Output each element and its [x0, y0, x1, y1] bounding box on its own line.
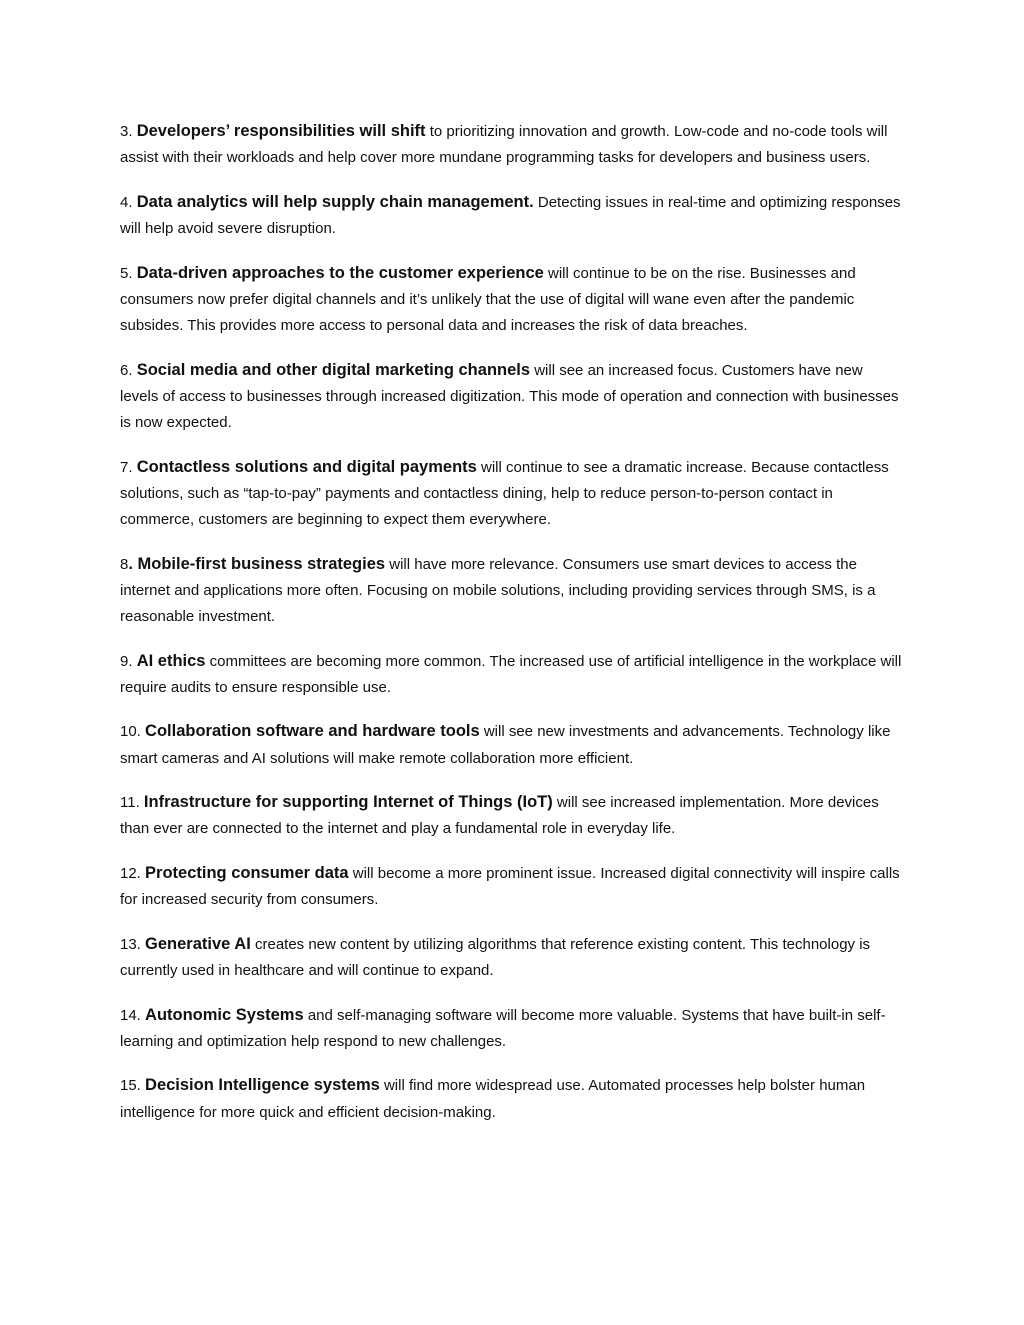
item-number: 5.: [120, 264, 133, 282]
list-item: [120, 1002, 902, 1055]
item-heading: . Mobile-first business strategies: [128, 554, 386, 573]
item-number: 4.: [120, 193, 133, 211]
item-heading: Social media and other digital marketing channels: [136, 360, 531, 379]
item-heading: Decision Intelligence systems: [145, 1076, 380, 1095]
item-text: will have more relevance. Consumers use smart devices to access the internet and applications more often. Focusing on mobile solutions, including providing services through SMS, is a reasonable investment.: [120, 555, 876, 625]
item-number: 3.: [120, 123, 133, 140]
list-item: [120, 551, 902, 631]
list-item: [120, 648, 902, 701]
list-item: [120, 189, 902, 242]
item-number: 13.: [120, 935, 141, 953]
item-text: to prioritizing innovation and growth. Low-code and no-code tools will assist with their workloads and help cover more mundane programming tasks for developers and business users.: [120, 123, 888, 167]
list-item: [120, 931, 902, 984]
list-item: [120, 454, 902, 534]
item-text: will see new investments and advancements. Technology like smart cameras and AI solutions will make remote collaboration more efficient.: [120, 723, 891, 767]
item-number: 7.: [120, 458, 133, 476]
item-text: and self-managing software will become more valuable. Systems that have built-in self-learning and optimization help respond to new challenges.: [120, 1006, 886, 1050]
item-number: 14.: [120, 1006, 141, 1024]
item-heading: Infrastructure for supporting Internet of Things (IoT): [143, 793, 553, 812]
item-number: 9.: [120, 652, 133, 670]
item-number: 11.: [120, 794, 140, 812]
item-text: will see an increased focus. Customers have new levels of access to businesses through increased digitization. This mode of operation and connection with businesses is now expected.: [120, 361, 899, 431]
item-text: will become a more prominent issue. Increased digital connectivity will inspire calls for increased security from consumers.: [120, 864, 900, 909]
item-text: will see increased implementation. More devices than ever are connected to the internet and play a fundamental role in everyday life.: [120, 794, 879, 838]
item-number: 8: [120, 555, 129, 573]
item-heading: AI ethics: [136, 651, 206, 670]
item-heading: Autonomic Systems: [145, 1005, 304, 1024]
item-number: 12.: [120, 864, 141, 882]
list-item: [120, 118, 902, 171]
item-heading: Contactless solutions and digital payments: [136, 457, 477, 476]
item-text: committees are becoming more common. The increased use of artificial intelligence in the workplace will require audits to ensure responsible use.: [120, 652, 902, 696]
item-number: 15.: [120, 1077, 141, 1095]
list-item: [120, 718, 902, 771]
item-number: 10.: [120, 723, 141, 741]
item-heading: Data analytics will help supply chain management.: [136, 192, 534, 211]
item-heading: Developers’ responsibilities will shift: [136, 122, 426, 140]
item-text: will find more widespread use. Automated processes help bolster human intelligence for more quick and efficient decision-making.: [120, 1077, 866, 1121]
list-item: [120, 789, 902, 842]
item-text: will continue to be on the rise. Businesses and consumers now prefer digital channels and it’s unlikely that the use of digital will wane even after the pandemic subsides. This provides more access to personal data and increases the risk of data breaches.: [120, 264, 856, 334]
item-heading: Protecting consumer data: [145, 863, 349, 882]
item-heading: Generative AI: [145, 934, 251, 953]
item-text: will continue to see a dramatic increase. Because contactless solutions, such as “tap-to-pay” payments and contactless dining, help to reduce person-to-person contact in commerce, customers are beginning to expect them everywhere.: [120, 458, 889, 528]
list-item: [120, 357, 902, 437]
item-number: 6.: [120, 361, 133, 379]
item-heading: Collaboration software and hardware tools: [145, 722, 480, 741]
list-item: [120, 860, 902, 913]
item-text: creates new content by utilizing algorithms that reference existing content. This technology is currently used in healthcare and will continue to expand.: [120, 935, 871, 979]
list-item: [120, 260, 902, 340]
list-item: [120, 1072, 902, 1125]
item-text: Detecting issues in real-time and optimizing responses will help avoid severe disruption.: [120, 193, 901, 237]
item-heading: Data-driven approaches to the customer experience: [136, 263, 544, 282]
document-page: [120, 118, 902, 1143]
